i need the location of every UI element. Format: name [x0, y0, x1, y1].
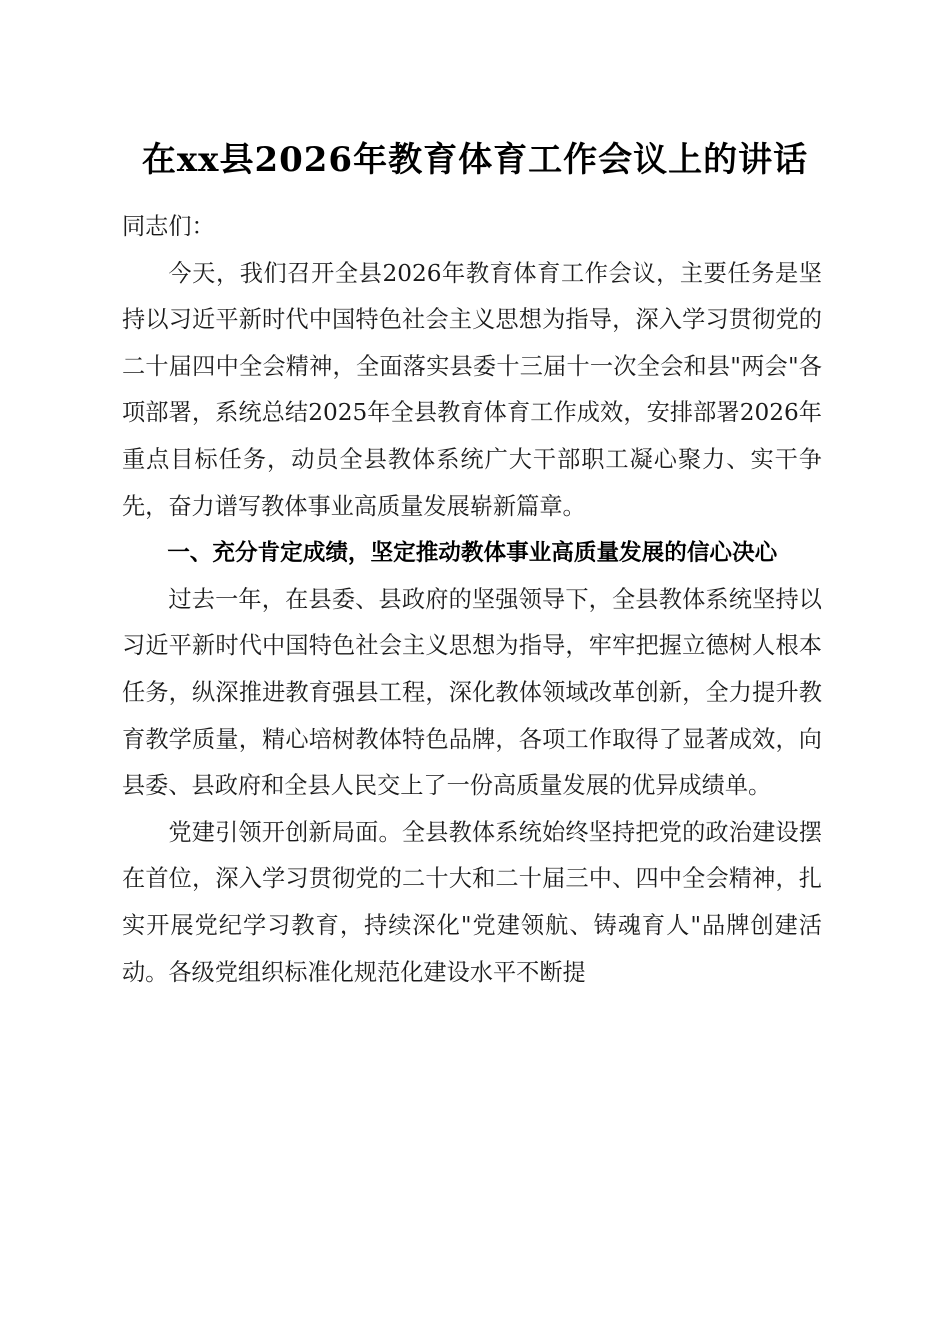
salutation: 同志们： [122, 213, 215, 240]
intro-paragraph: 今天，我们召开全县2026年教育体育工作会议，主要任务是坚持以习近平新时代中国特色社会主义思想为指导，深入学习贯彻党的二十届四中全会精神，全面落实县委十三届十一次全会和县"两会"各项部署，系统总结2025年全县教育体育工作成效，安排部署2026年重点目标任务，动员全县教体系统广大干部职工凝心聚力、实干争先，奋力谱写教体事业高质量发展崭新篇章。 [122, 259, 822, 520]
section-paragraph-1: 过去一年，在县委、县政府的坚强领导下，全县教体系统坚持以习近平新时代中国特色社会主义思想为指导，牢牢把握立德树人根本任务，纵深推进教育强县工程，深化教体领域改革创新，全力提升教育教学质量，精心培树教体特色品牌，各项工作取得了显著成效，向县委、县政府和全县人民交上了一份高质量发展的优异成绩单。 [122, 585, 822, 800]
section-paragraph-2: 党建引领开创新局面。全县教体系统始终坚持把党的政治建设摆在首位，深入学习贯彻党的二十大和二十届三中、四中全会精神，扎实开展党纪学习教育，持续深化"党建领航、铸魂育人"品牌创建活动。各级党组织标准化规范化建设水平不断提 [122, 818, 822, 986]
document-title: 在xx县2026年教育体育工作会议上的讲话 [141, 140, 809, 180]
document-body [122, 204, 822, 996]
section-heading: 一、充分肯定成绩，坚定推动教体事业高质量发展的信心决心 [167, 540, 778, 567]
